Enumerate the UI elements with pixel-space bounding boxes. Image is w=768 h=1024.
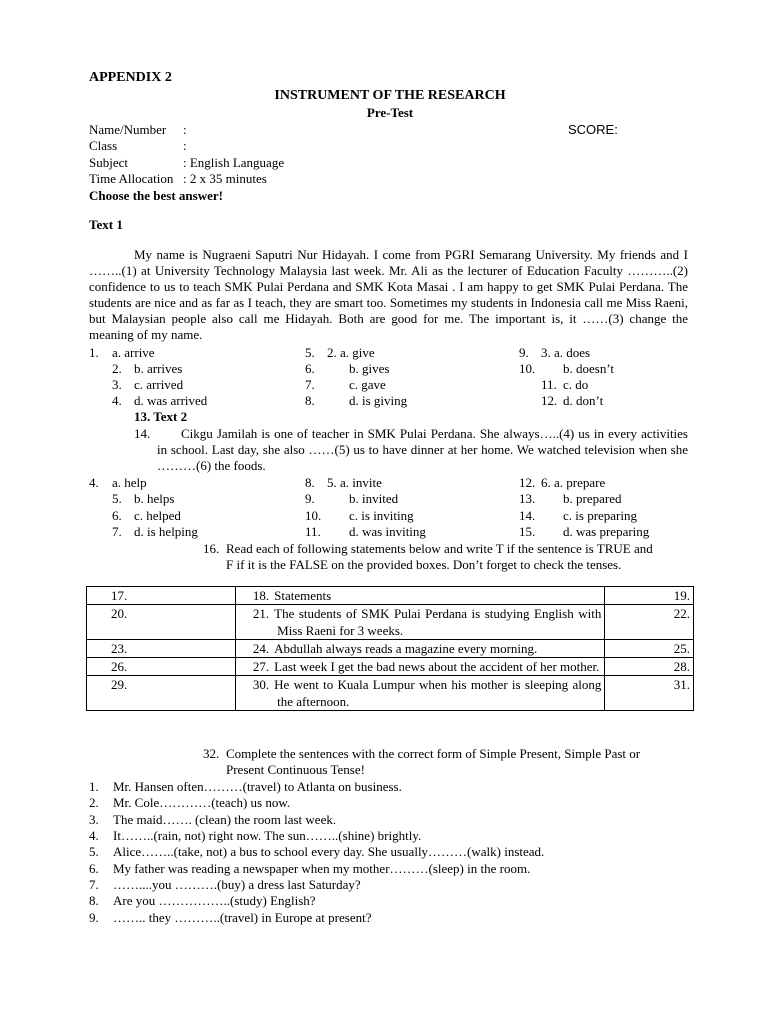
item-text: Are you ……………..(study) English? bbox=[113, 893, 316, 908]
page-title: INSTRUMENT OF THE RESEARCH bbox=[274, 88, 506, 103]
text2-paragraph: Cikgu Jamilah is one of teacher in SMK Pulai Perdana. She always…..(4) us in every activities in school. Last day, she also ……(5) us to have dinner at her home. We watched television when she ………(6) the foods. bbox=[157, 426, 688, 473]
row-number: 26. bbox=[111, 659, 128, 674]
option-text: d. don’t bbox=[563, 393, 604, 408]
item-number: 2. bbox=[89, 795, 99, 810]
table-cell bbox=[236, 587, 605, 605]
item-number: 3. bbox=[89, 812, 99, 827]
option-number: 4. bbox=[89, 475, 99, 490]
table-cell bbox=[236, 676, 605, 711]
option-text: d. was inviting bbox=[349, 524, 426, 539]
row-number: 18. bbox=[252, 588, 270, 603]
item-text: ……....you ……….(buy) a dress last Saturday? bbox=[113, 877, 361, 892]
option-text: d. was preparing bbox=[563, 524, 650, 539]
option-text: d. is giving bbox=[349, 393, 408, 408]
option-number: 7. bbox=[112, 524, 122, 539]
option-text: b. helps bbox=[134, 491, 175, 506]
option-number: 10. bbox=[305, 508, 322, 523]
option-number: 13. bbox=[519, 491, 536, 506]
row-number: 31. bbox=[673, 677, 690, 692]
list-item bbox=[89, 877, 361, 893]
option-number: 12. bbox=[519, 475, 536, 490]
option-text: 5. a. invite bbox=[327, 475, 382, 490]
option-text: b. arrives bbox=[134, 361, 183, 376]
option-text: c. do bbox=[563, 377, 589, 392]
option-number: 7. bbox=[305, 377, 315, 392]
option-number: 12. bbox=[541, 393, 558, 408]
row-number: 27. bbox=[252, 659, 270, 674]
item-number: 6. bbox=[89, 861, 99, 876]
field-value-subject: : English Language bbox=[183, 155, 285, 170]
column-header-statements: Statements bbox=[274, 588, 332, 603]
option-text: b. invited bbox=[349, 491, 399, 506]
option-number: 4. bbox=[112, 393, 122, 408]
field-label-time: Time Allocation bbox=[89, 171, 174, 186]
text1-title: Text 1 bbox=[89, 217, 123, 232]
item-text: Mr. Cole…………(teach) us now. bbox=[113, 795, 291, 810]
answer-box[interactable] bbox=[605, 640, 694, 658]
row-number: 24. bbox=[252, 641, 270, 656]
row-number: 21. bbox=[252, 606, 270, 621]
row-number: 28. bbox=[673, 659, 690, 674]
list-item bbox=[89, 910, 371, 926]
option-text: 6. a. prepare bbox=[541, 475, 606, 490]
table-cell bbox=[236, 658, 605, 676]
answer-box[interactable] bbox=[605, 587, 694, 605]
option-text: b. prepared bbox=[563, 491, 622, 506]
table-row bbox=[87, 640, 694, 658]
list-item bbox=[89, 828, 421, 844]
list-item bbox=[89, 861, 530, 877]
option-number: 10. bbox=[519, 361, 536, 376]
row-number: 29. bbox=[111, 677, 128, 692]
option-text: c. helped bbox=[134, 508, 181, 523]
option-text: 2. a. give bbox=[327, 345, 375, 360]
list-item bbox=[89, 893, 316, 909]
table-row bbox=[87, 605, 694, 640]
option-number: 3. bbox=[112, 377, 122, 392]
option-number: 5. bbox=[112, 491, 122, 506]
instruction: Choose the best answer! bbox=[89, 188, 223, 203]
option-text: d. was arrived bbox=[134, 393, 208, 408]
option-text: a. arrive bbox=[112, 345, 155, 360]
text2-number: 14. bbox=[134, 426, 151, 441]
option-number: 8. bbox=[305, 475, 315, 490]
item-text: …….. they ………..(travel) in Europe at present? bbox=[113, 910, 372, 925]
table-cell bbox=[87, 605, 236, 640]
option-number: 15. bbox=[519, 524, 536, 539]
option-text: c. arrived bbox=[134, 377, 184, 392]
tf-instruction-line1: Read each of following statements below and write T if the sentence is TRUE and bbox=[226, 541, 653, 556]
tf-instruction-number: 16. bbox=[203, 541, 220, 556]
complete-instruction-number: 32. bbox=[203, 746, 220, 761]
option-number: 9. bbox=[305, 491, 315, 506]
list-item bbox=[89, 844, 544, 860]
table-cell bbox=[236, 605, 605, 640]
answer-box[interactable] bbox=[605, 676, 694, 711]
answer-box[interactable] bbox=[605, 605, 694, 640]
row-number: 22. bbox=[673, 606, 690, 621]
option-number: 5. bbox=[305, 345, 315, 360]
row-number: 17. bbox=[111, 588, 128, 603]
row-number: 20. bbox=[111, 606, 128, 621]
field-label-name: Name/Number bbox=[89, 122, 167, 137]
option-text: d. is helping bbox=[134, 524, 198, 539]
item-number: 9. bbox=[89, 910, 99, 925]
field-value-time: : 2 x 35 minutes bbox=[183, 171, 267, 186]
table-row bbox=[87, 676, 694, 711]
page-subtitle: Pre-Test bbox=[366, 105, 414, 120]
statement-text: Abdullah always reads a magazine every morning. bbox=[274, 641, 538, 656]
option-number: 14. bbox=[519, 508, 536, 523]
option-text: c. is preparing bbox=[563, 508, 638, 523]
table-cell bbox=[87, 676, 236, 711]
option-text: c. is inviting bbox=[349, 508, 414, 523]
table-cell bbox=[87, 587, 236, 605]
row-number: 25. bbox=[673, 641, 690, 656]
field-label-class: Class bbox=[89, 138, 118, 153]
statements-table bbox=[86, 586, 694, 711]
text2-title: 13. Text 2 bbox=[134, 409, 188, 424]
complete-instruction-line2: Present Continuous Tense! bbox=[226, 762, 365, 777]
row-number: 23. bbox=[111, 641, 128, 656]
option-text: b. gives bbox=[349, 361, 390, 376]
table-cell bbox=[87, 640, 236, 658]
option-number: 11. bbox=[541, 377, 557, 392]
table-row bbox=[87, 587, 694, 605]
item-number: 5. bbox=[89, 844, 99, 859]
item-text: My father was reading a newspaper when my mother………(sleep) in the room. bbox=[113, 861, 531, 876]
item-text: Alice……..(take, not) a bus to school every day. She usually………(walk) instead. bbox=[113, 844, 545, 859]
table-row bbox=[87, 658, 694, 676]
option-text: c. gave bbox=[349, 377, 386, 392]
statement-text: Last week I get the bad news about the accident of her mother. bbox=[274, 659, 600, 674]
list-item bbox=[89, 795, 290, 811]
statement-text: The students of SMK Pulai Perdana is studying English with Miss Raeni for 3 weeks. bbox=[274, 606, 602, 638]
option-number: 11. bbox=[305, 524, 321, 539]
item-number: 4. bbox=[89, 828, 99, 843]
field-value-name: : bbox=[183, 122, 187, 137]
option-text: a. help bbox=[112, 475, 147, 490]
list-item bbox=[89, 779, 402, 795]
option-text: 3. a. does bbox=[541, 345, 591, 360]
list-item bbox=[89, 812, 336, 828]
complete-instruction-line1: Complete the sentences with the correct form of Simple Present, Simple Past or bbox=[226, 746, 641, 761]
option-number: 2. bbox=[112, 361, 122, 376]
text1-paragraph: My name is Nugraeni Saputri Nur Hidayah. I come from PGRI Semarang University. My friends and I ……..(1) at University Technology Malaysia last week. Mr. Ali as the lecturer of Education Faculty ………..(2) confidence to us to teach SMK Pulai Perdana and SMK Kota Masai . I am happy to get SMK Pulai Perdana. The students are nice and as far as I teach, they are smart too. Sometimes my students in Indonesia call me Miss Raeni, but Malaysian people also call me Hidayah. Both are good for me. The important is, it ……(3) change the meaning of my name. bbox=[89, 247, 688, 342]
field-value-class: : bbox=[183, 138, 187, 153]
item-number: 8. bbox=[89, 893, 99, 908]
item-text: It……..(rain, not) right now. The sun……..(shine) brightly. bbox=[113, 828, 422, 843]
option-text: b. doesn’t bbox=[563, 361, 615, 376]
answer-box[interactable] bbox=[605, 658, 694, 676]
option-number: 6. bbox=[305, 361, 315, 376]
option-number: 9. bbox=[519, 345, 529, 360]
score-label: SCORE: bbox=[568, 122, 618, 137]
row-number: 19. bbox=[673, 588, 690, 603]
option-number: 6. bbox=[112, 508, 122, 523]
tf-instruction-line2: F if it is the FALSE on the provided boxes. Don’t forget to check the tenses. bbox=[226, 557, 622, 572]
statement-text: He went to Kuala Lumpur when his mother is sleeping along the afternoon. bbox=[274, 677, 602, 709]
table-cell bbox=[87, 658, 236, 676]
item-number: 7. bbox=[89, 877, 99, 892]
item-text: The maid……. (clean) the room last week. bbox=[113, 812, 337, 827]
option-number: 1. bbox=[89, 345, 99, 360]
option-number: 8. bbox=[305, 393, 315, 408]
appendix-heading: APPENDIX 2 bbox=[89, 70, 172, 85]
table-cell bbox=[236, 640, 605, 658]
row-number: 30. bbox=[252, 677, 270, 692]
item-number: 1. bbox=[89, 779, 99, 794]
field-label-subject: Subject bbox=[89, 155, 128, 170]
item-text: Mr. Hansen often………(travel) to Atlanta on business. bbox=[113, 779, 402, 794]
